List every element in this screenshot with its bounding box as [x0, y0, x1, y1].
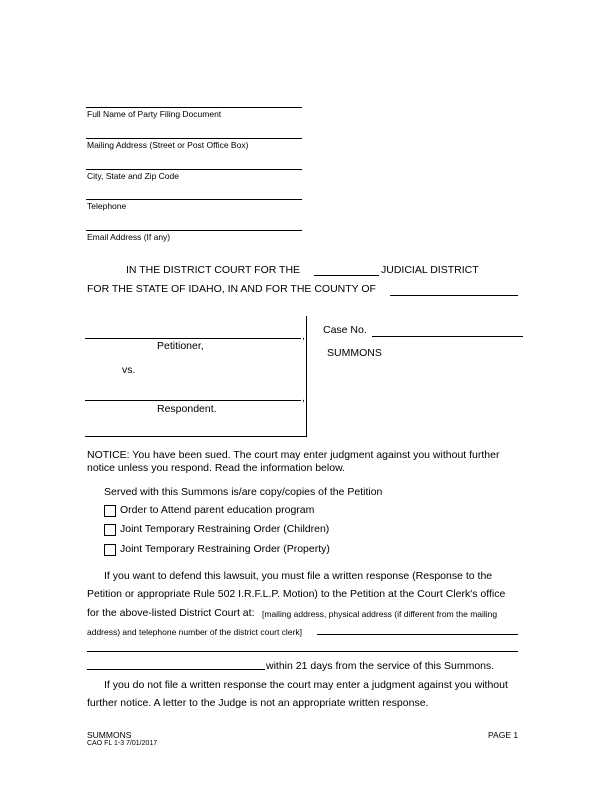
- case-no-blank: [372, 324, 523, 337]
- email-line: [86, 230, 302, 231]
- defend-line-4: address) and telephone number of the district court clerk]: [87, 627, 302, 637]
- field-label-email: Email Address (If any): [87, 232, 171, 242]
- caption-divider-vertical: [306, 316, 307, 436]
- comma-1: ,: [302, 330, 305, 342]
- clerk-address-line-1: [317, 634, 518, 635]
- clerk-address-line-2: [87, 651, 518, 652]
- default-line-1: If you do not file a written response the court may enter a judgment against you without: [104, 679, 508, 691]
- footer-code: CAO FL 1-3 7/01/2017: [87, 740, 158, 747]
- page-number: PAGE 1: [488, 730, 519, 740]
- city-line: [86, 169, 302, 170]
- name-line: [86, 107, 302, 108]
- clerk-address-line-3: [87, 669, 265, 670]
- defend-line-3a: for the above-listed District Court at:: [87, 607, 255, 619]
- field-label-city: City, State and Zip Code: [87, 171, 179, 181]
- defend-line-3b: [mailing address, physical address (if different from the mailing: [262, 609, 498, 619]
- checkbox-jtro-property[interactable]: [104, 544, 116, 556]
- field-label-name: Full Name of Party Filing Document: [87, 109, 222, 119]
- court-heading-1: IN THE DISTRICT COURT FOR THE: [126, 264, 301, 276]
- respondent-label: Respondent.: [157, 403, 217, 415]
- vs-label: vs.: [122, 364, 136, 376]
- mailing-line: [86, 138, 302, 139]
- court-heading-1b: JUDICIAL DISTRICT: [381, 264, 479, 276]
- default-line-2: further notice. A letter to the Judge is not an appropriate written response.: [87, 697, 429, 709]
- served-item-1: Order to Attend parent education program: [120, 504, 315, 516]
- comma-2: ,: [302, 392, 305, 404]
- field-label-telephone: Telephone: [87, 201, 127, 211]
- field-label-mailing: Mailing Address (Street or Post Office Box): [87, 140, 249, 150]
- checkbox-jtro-children[interactable]: [104, 524, 116, 536]
- petitioner-line: [85, 338, 301, 339]
- served-item-3: Joint Temporary Restraining Order (Property): [120, 543, 330, 555]
- notice-line-1: NOTICE: You have been sued. The court may enter judgment against you without further: [87, 449, 500, 461]
- footer-title: SUMMONS: [87, 730, 132, 740]
- court-heading-2: FOR THE STATE OF IDAHO, IN AND FOR THE COUNTY OF: [87, 283, 376, 295]
- county-blank: [390, 283, 518, 296]
- doc-title: SUMMONS: [327, 347, 382, 359]
- telephone-line: [86, 199, 302, 200]
- notice-line-2: notice unless you respond. Read the information below.: [87, 462, 345, 474]
- caption-divider-bottom: [85, 436, 307, 437]
- defend-line-2: Petition or appropriate Rule 502 I.R.F.L.P. Motion) to the Petition at the Court Clerk's office: [87, 588, 506, 600]
- served-intro: Served with this Summons is/are copy/copies of the Petition: [104, 486, 383, 498]
- district-blank: [314, 264, 379, 276]
- served-item-2: Joint Temporary Restraining Order (Children): [120, 523, 330, 535]
- respondent-line: [85, 400, 301, 401]
- case-no-label: Case No.: [323, 324, 367, 336]
- petitioner-label: Petitioner,: [157, 340, 204, 352]
- defend-line-1: If you want to defend this lawsuit, you must file a written response (Response to the: [104, 570, 493, 582]
- checkbox-parent-education[interactable]: [104, 505, 116, 517]
- defend-line-6: within 21 days from the service of this Summons.: [266, 660, 495, 672]
